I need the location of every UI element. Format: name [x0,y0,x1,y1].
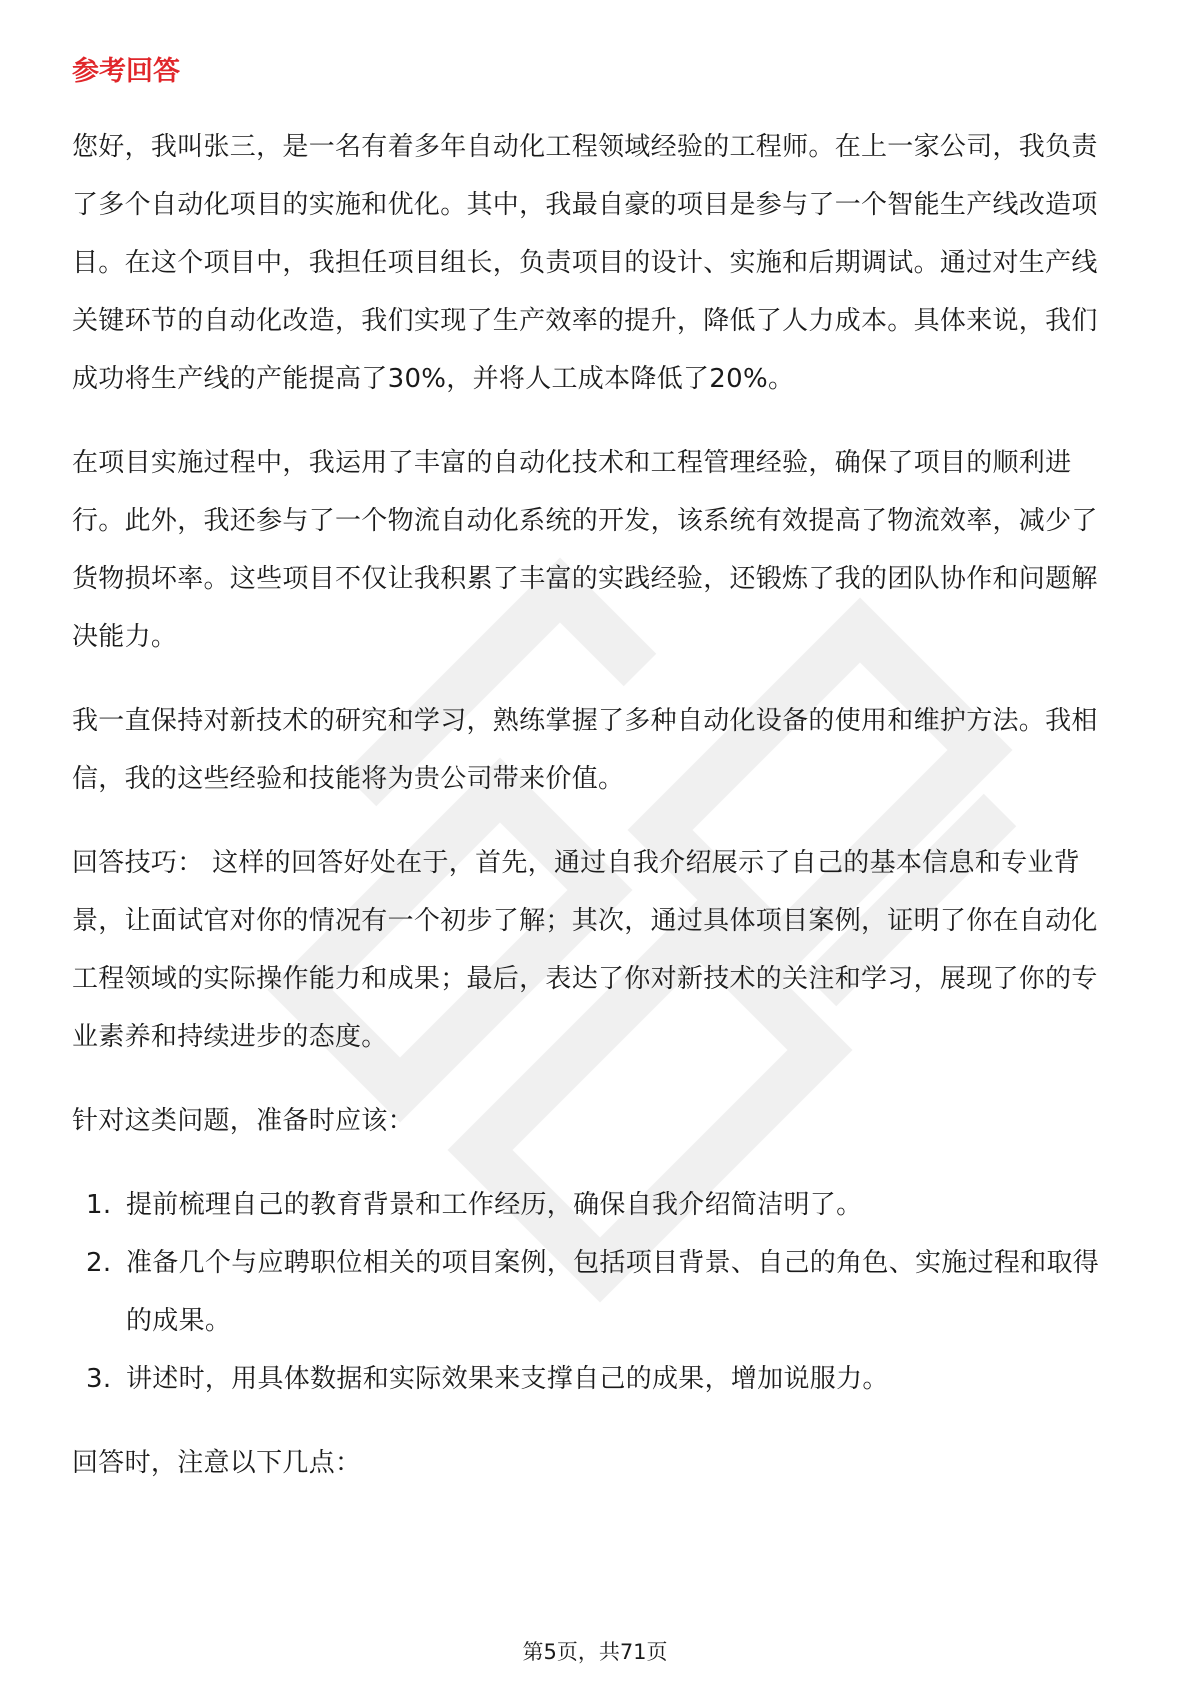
preparation-list [72,1176,1122,1408]
list-item-text: 准备几个与应聘职位相关的项目案例，包括项目背景、自己的角色、实施过程和取得的成果。 [126,1248,1100,1336]
section-title: 参考回答 [72,56,180,87]
list-item [72,1176,1122,1234]
answer-paragraph-intro: 您好，我叫张三，是一名有着多年自动化工程领域经验的工程师。在上一家公司，我负责了多个自动化项目的实施和优化。其中，我最自豪的项目是参与了一个智能生产线改造项目。在这个项目中，我担任项目组长，负责项目的设计、实施和后期调试。通过对生产线关键环节的自动化改造，我们实现了生产效率的提升，降低了人力成本。具体来说，我们成功将生产线的产能提高了30%，并将人工成本降低了20%。 [72,132,1098,394]
list-item [72,1234,1122,1350]
answer-paragraph-learning: 我一直保持对新技术的研究和学习，熟练掌握了多种自动化设备的使用和维护方法。我相信，我的这些经验和技能将为贵公司带来价值。 [72,706,1098,794]
answer-tips-paragraph: 回答技巧： 这样的回答好处在于，首先，通过自我介绍展示了自己的基本信息和专业背景，让面试官对你的情况有一个初步了解；其次，通过具体项目案例，证明了你在自动化工程领域的实际操作能力和成果；最后，表达了你对新技术的关注和学习，展现了你的专业素养和持续进步的态度。 [72,848,1098,1052]
list-item-number: 2. [86,1248,112,1278]
page-number-footer: 第5页，共71页 [522,1640,668,1664]
list-item-text: 提前梳理自己的教育背景和工作经历，确保自我介绍简洁明了。 [126,1190,863,1220]
list-item-text: 讲述时，用具体数据和实际效果来支撑自己的成果，增加说服力。 [126,1364,889,1394]
answer-paragraph-process: 在项目实施过程中，我运用了丰富的自动化技术和工程管理经验，确保了项目的顺利进行。此外，我还参与了一个物流自动化系统的开发，该系统有效提高了物流效率，减少了货物损坏率。这些项目不仅让我积累了丰富的实践经验，还锻炼了我的团队协作和问题解决能力。 [72,448,1098,652]
list-item-number: 1. [86,1190,112,1220]
list-item-number: 3. [86,1364,112,1394]
preparation-heading: 针对这类问题，准备时应该： [72,1106,414,1136]
list-item [72,1350,1122,1408]
answer-notes-heading: 回答时，注意以下几点： [72,1448,362,1478]
main-content [72,50,1122,1518]
